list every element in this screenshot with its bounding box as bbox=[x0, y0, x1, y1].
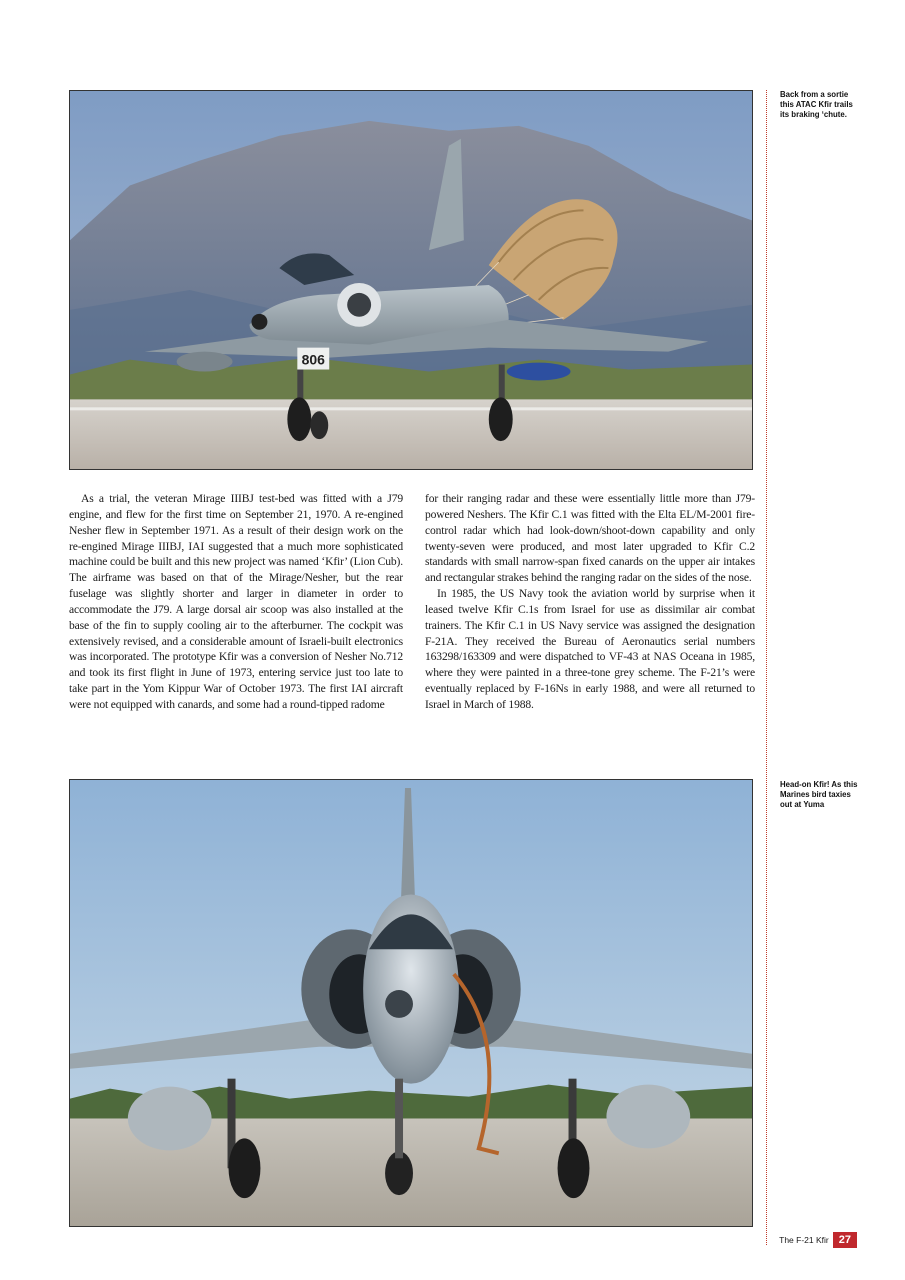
photo-kfir-braking-chute bbox=[69, 90, 753, 470]
page-number: 27 bbox=[833, 1232, 857, 1248]
caption-top: Back from a sortie this ATAC Kfir trails its braking ‘chute. bbox=[780, 89, 853, 119]
photo-kfir-head-on bbox=[69, 779, 753, 1227]
running-title: The F-21 Kfir bbox=[779, 1235, 829, 1245]
kfir-chute-illustration bbox=[70, 91, 752, 469]
body-paragraph: In 1985, the US Navy took the aviation world by surprise when it leased twelve Kfir C.1s from Israel for use as dissimilar air combat trainers. The Kfir C.1 in US Navy service was assigned the designation F-21A. They received the Bureau of Aeronautics serial numbers 163298/163309 and were dispatched to VF-43 at NAS Oceana in 1985, where they were painted in a three-tone grey scheme. The F-21’s were eventually replaced by F-16Ns in early 1988, and were all returned to Israel in March of 1988. bbox=[425, 587, 755, 711]
page-footer bbox=[760, 1232, 857, 1248]
caption-bottom: Head-on Kfir! As this Marines bird taxies out at Yuma bbox=[780, 779, 858, 809]
kfir-head-on-illustration bbox=[70, 780, 752, 1226]
body-column-right bbox=[425, 491, 755, 713]
body-paragraph: As a trial, the veteran Mirage IIIBJ test-bed was fitted with a J79 engine, and flew for the first time on September 21, 1970. A re-engined Nesher flew in September 1971. As a result of their design work on the re-engined Mirage IIIBJ, IAI suggested that a much more sophisticated machine could be built and this new project was named ‘Kfir’ (Lion Cub). The airframe was based on that of the Mirage/Nesher, but the rear fuselage was slightly shorter and larger in diameter in order to accommodate the J79. A large dorsal air scoop was also installed at the base of the fin to supply cooling air to the afterburner. The cockpit was extensively revised, and a considerable amount of Israeli-built electronics was incorporated. The prototype Kfir was a conversion of Nesher No.712 and took its first flight in June of 1973, entering service just too late to take part in the Yom Kippur War of October 1973. The first IAI aircraft were not equipped with canards, and some had a round-tipped radome bbox=[69, 492, 403, 711]
body-column-left bbox=[69, 491, 403, 713]
aircraft-number: 806 bbox=[301, 351, 325, 368]
body-paragraph: for their ranging radar and these were essentially little more than J79-powered Neshers. The Kfir C.1 was fitted with the Elta EL/M-2001 fire-control radar which had look-down/shoot-down capability and only twenty-seven were produced, and most later upgraded to Kfir C.2 standards with small narrow-span fixed canards on the upper air intakes and rectangular strakes behind the ranging radar on the sides of the nose. bbox=[425, 492, 755, 585]
margin-divider bbox=[766, 90, 767, 1245]
